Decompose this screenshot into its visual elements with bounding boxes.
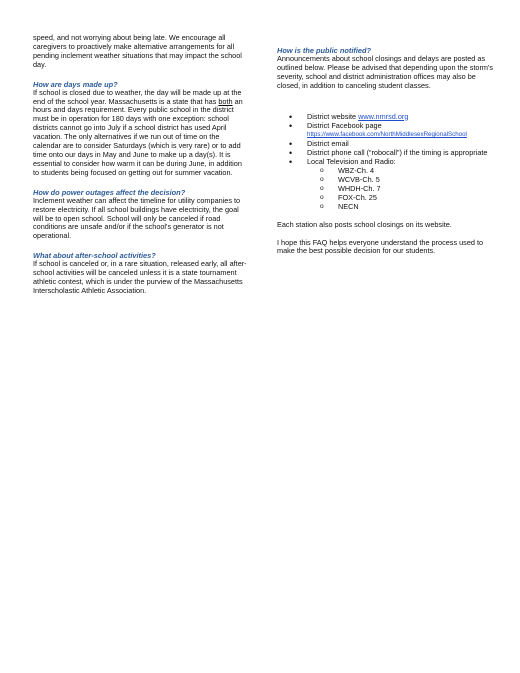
- afterschool-paragraph: If school is canceled or, in a rare situation, released early, all after-school activities will be canceled unless it is a state tournament athletic contest, which is under the purview of the Massachusetts Interscholastic Athletic Association.: [33, 259, 247, 295]
- station-item: o FOX-Ch. 25: [307, 194, 495, 203]
- facebook-label: District Facebook page: [307, 120, 382, 130]
- station-list: [307, 167, 495, 212]
- power-paragraph: Inclement weather can affect the timeline for utility companies to restore electricity. If all school buildings have electricity, the goal will be to open school. School will only be canceled if road conditions are unsafe and/or if the school's generator is not operational.: [33, 195, 241, 241]
- facebook-link[interactable]: https://www.facebook.com/NorthMiddlesexRegionalSchool: [307, 131, 467, 139]
- days-section: [33, 80, 248, 178]
- notification-list: [277, 113, 495, 212]
- list-item-phone: • District phone call (“robocall”) if the timing is appropriate: [277, 149, 495, 158]
- days-emphasis: both: [218, 96, 233, 106]
- list-item-facebook: [277, 122, 495, 141]
- list-item-email: • District email: [277, 140, 495, 149]
- list-item-tv-radio: [277, 158, 495, 211]
- power-section: [33, 188, 248, 242]
- days-heading: How are days made up?: [33, 79, 118, 89]
- days-paragraph: [33, 89, 248, 178]
- afterschool-section: [33, 251, 248, 296]
- afterschool-heading: What about after-school activities?: [33, 251, 156, 261]
- closing-paragraph: I hope this FAQ helps everyone understand the process used to make the best possible decision for our students.: [277, 237, 484, 256]
- notified-paragraph: Announcements about school closings and delays are posted as outlined below. Please be advised that depending upon the storm's severity, school and district administration offices may also be closed, in addition to canceling student classes.: [277, 54, 493, 90]
- right-column: [277, 46, 495, 256]
- station-item: o NECN: [307, 203, 495, 212]
- left-column: [33, 34, 248, 296]
- station-item: o WCVB-Ch. 5: [307, 176, 495, 185]
- intro-paragraph: speed, and not worrying about being late. We encourage all caregivers to proactively make alternative arrangements for all pending inclement weather situations that may impact the school day.: [33, 33, 242, 69]
- days-text-post: an hours and days requirement. Every public school in the district must be in operation for 180 days with one exception: school districts cannot go into July if a school district has used April vacation. The only alternatives if we run out of time on the calendar are to consider Saturdays (which is very rare) or to add time onto our days in May and June to make up a day(s). It is essential to consider how warm it can be during June, in addition to students being focused on getting out for summer vacation.: [33, 96, 243, 177]
- station-item: o WHDH-Ch. 7: [307, 185, 495, 194]
- tv-radio-label: Local Television and Radio:: [307, 157, 396, 167]
- website-label: District website: [307, 111, 359, 121]
- power-heading: How do power outages affect the decision?: [33, 187, 186, 197]
- station-item: o WBZ-Ch. 4: [307, 167, 495, 176]
- days-text-pre: If school is closed due to weather, the day will be made up at the end of the school year. Massachusetts is a state that has: [33, 87, 242, 106]
- notified-heading: How is the public notified?: [277, 46, 372, 55]
- station-note: Each station also posts school closings on its website.: [277, 219, 452, 229]
- website-link[interactable]: www.nmrsd.org: [358, 111, 409, 121]
